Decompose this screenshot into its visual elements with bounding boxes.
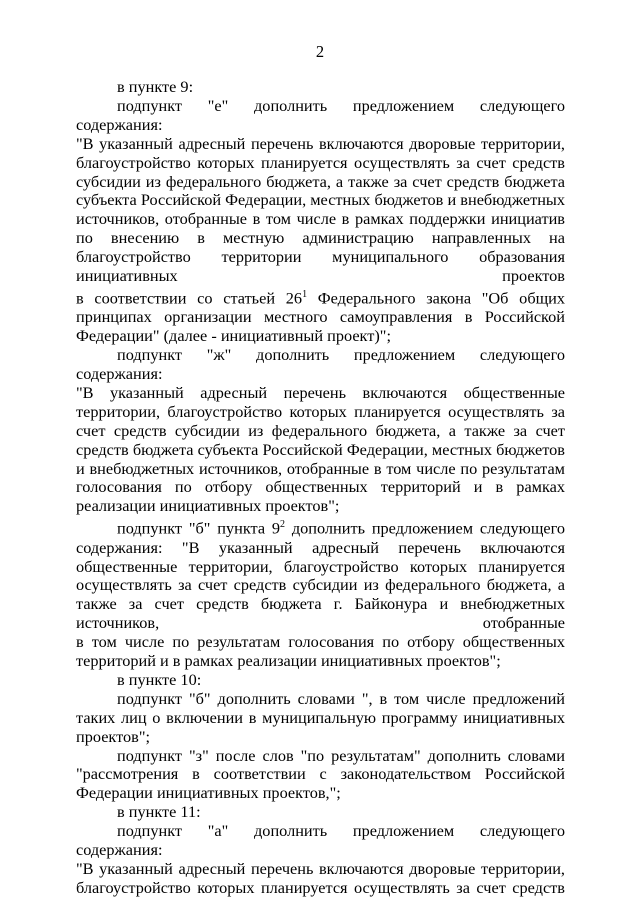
paragraph-4-text-start: в соответствии со статьей 26 xyxy=(76,288,303,308)
superscript-1: 1 xyxy=(302,288,308,300)
paragraph-7 xyxy=(76,516,565,633)
paragraph-12: "рассмотрения в соответствии с законодательством Российской Федерации инициативных проектов,"; xyxy=(76,764,565,803)
paragraph-9: в пункте 10: xyxy=(117,669,202,689)
paragraph-10: подпункт "б" дополнить словами ", в том числе предложений таких лиц о включении в муниципальную программу инициативных проектов"; xyxy=(76,688,565,746)
paragraph-6: "В указанный адресный перечень включаются общественные территории, благоустройство которых планируется осуществлять за счет средств субсидии из федерального бюджета, а также за счет средств бюджета субъекта Российской Федерации, местных бюджетов и внебюджетных источников, отобранные в том числе по результатам голосования по отбору общественных территорий и в рамках реализации инициативных проектов"; xyxy=(76,382,565,516)
superscript-2: 2 xyxy=(280,519,286,531)
paragraph-5: подпункт "ж" дополнить предложением следующего содержания: xyxy=(76,345,565,384)
paragraph-4-text-end: Федерального закона "Об общих принципах организации местного самоуправления в Российской Федерации" (далее - инициативный проект)"; xyxy=(76,288,565,346)
paragraph-13: в пункте 11: xyxy=(117,802,201,822)
paragraph-11: подпункт "з" после слов "по результатам" дополнить словами xyxy=(117,745,565,765)
paragraph-4 xyxy=(76,286,565,346)
paragraph-7-text-end: дополнить предложением следующего содержания: "В указанный адресный перечень включаются общественные территории, благоустройство которых планируется осуществлять за счет средств субсидии из федерального бюджета, а также за счет средств бюджета г. Байконура и внебюджетных источников, отобранные xyxy=(76,518,565,633)
page-number: 2 xyxy=(315,42,325,61)
paragraph-1: в пункте 9: xyxy=(117,77,194,96)
paragraph-2: подпункт "е" дополнить предложением следующего содержания: xyxy=(76,95,565,134)
paragraph-3: "В указанный адресный перечень включаются дворовые территории, благоустройство которых планируется осуществлять за счет средств субсидии из федерального бюджета, а также за счет средств бюджета субъекта Российской Федерации, местных бюджетов и внебюджетных источников, отобранные в том числе в рамках поддержки инициатив по внесению в местную администрацию направленных на благоустройство территории муниципального образования инициативных проектов xyxy=(76,133,565,286)
paragraph-14: подпункт "а" дополнить предложением следующего содержания: xyxy=(76,821,565,860)
document-body xyxy=(76,78,565,898)
paragraph-7-text-start: подпункт "б" пункта 9 xyxy=(117,518,281,538)
paragraph-15: "В указанный адресный перечень включаются дворовые территории, благоустройство которых планируется осуществлять за счет средств xyxy=(76,859,565,897)
paragraph-8: в том числе по результатам голосования по отбору общественных территорий и в рамках реализации инициативных проектов"; xyxy=(76,632,565,671)
